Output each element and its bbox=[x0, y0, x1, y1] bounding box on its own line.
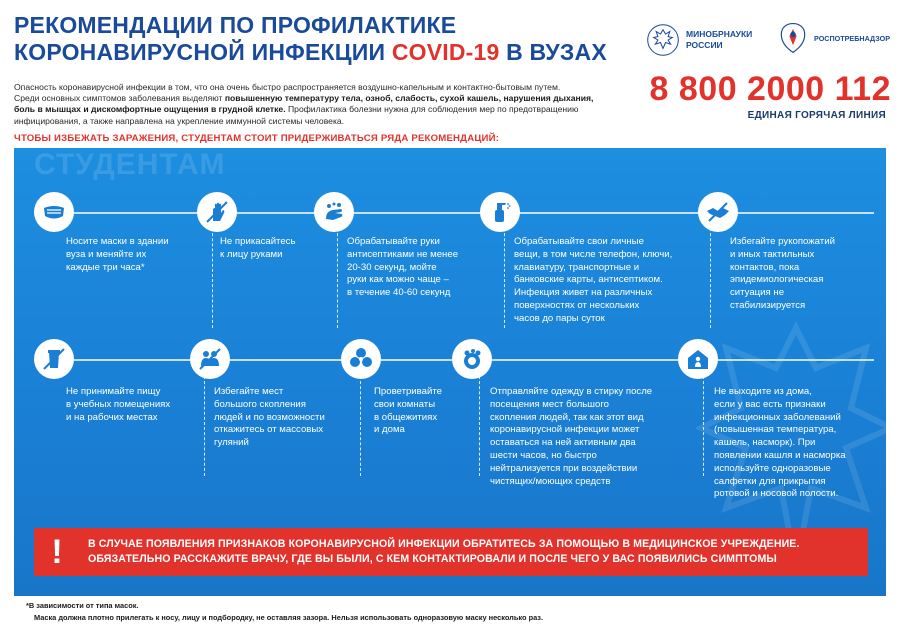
item-line: свои комнаты bbox=[374, 398, 436, 410]
item-line: часов до пары суток bbox=[514, 312, 605, 324]
row1-separator bbox=[212, 228, 213, 328]
item-line: и на рабочих местах bbox=[66, 411, 158, 423]
item-line: большого скопления bbox=[214, 398, 306, 410]
item-line: появлении кашля и насморка bbox=[714, 449, 846, 461]
item-line: коронавирусной инфекции может bbox=[490, 424, 640, 436]
item-line: в общежитиях bbox=[374, 411, 438, 423]
no-touch-face-icon bbox=[197, 192, 237, 232]
eagle-emblem-icon bbox=[646, 23, 680, 57]
recommendation-no-eating bbox=[66, 386, 202, 424]
rospotrebnadzor-logo bbox=[775, 16, 900, 60]
spray-bottle-icon bbox=[480, 192, 520, 232]
item-line: инфекционных заболеваний bbox=[714, 411, 841, 423]
panel-watermark: СТУДЕНТАМ bbox=[34, 148, 226, 181]
item-line: Обрабатывайте руки bbox=[347, 236, 440, 247]
intro-span: Среди основных симптомов заболевания выделяют bbox=[14, 93, 225, 104]
item-line: если у вас есть признаки bbox=[714, 398, 826, 410]
item-line: гуляний bbox=[214, 437, 249, 449]
title-part: КОРОНАВИРУСНОЙ ИНФЕКЦИИ bbox=[14, 39, 392, 65]
alert-line: В СЛУЧАЕ ПОЯВЛЕНИЯ ПРИЗНАКОВ КОРОНАВИРУСНОЙ ИНФЕКЦИИ ОБРАТИТЕСЬ ЗА ПОМОЩЬЮ В МЕДИЦИНСКОЕ УЧРЕЖДЕНИЕ. bbox=[88, 538, 800, 550]
title-covid: COVID-19 bbox=[391, 39, 500, 65]
recommendation-disinfect-items bbox=[514, 236, 704, 326]
recommendation-laundry bbox=[490, 386, 700, 488]
footnote-line: Маска должна плотно прилегать к носу, лицу и подбородку, не оставляя зазора. Нельзя использовать одноразовую маску несколько раз. bbox=[34, 613, 544, 622]
alert-line: ОБЯЗАТЕЛЬНО РАССКАЖИТЕ ВРАЧУ, ГДЕ ВЫ БЫЛИ, С КЕМ КОНТАКТИРОВАЛИ И ПОСЛЕ ЧЕГО У ВАС ПОЯВИЛИСЬ СИМПТОМЫ bbox=[88, 553, 777, 565]
item-line: Обрабатывайте свои личные bbox=[514, 236, 644, 247]
item-line: вуза и меняйте их bbox=[66, 248, 147, 260]
item-line: 20-30 секунд, мойте bbox=[347, 261, 437, 273]
row1-separator bbox=[337, 228, 338, 328]
row2-separator bbox=[479, 376, 480, 476]
item-line: каждые три часа* bbox=[66, 261, 145, 273]
item-line: Не выходите из дома, bbox=[714, 386, 812, 397]
item-line: Проветривайте bbox=[374, 386, 442, 397]
item-line: стабилизируется bbox=[730, 299, 806, 311]
recommendation-avoid-crowds bbox=[214, 386, 354, 450]
title-line-1: РЕКОМЕНДАЦИИ ПО ПРОФИЛАКТИКЕ bbox=[14, 12, 457, 38]
item-line: Не прикасайтесь bbox=[220, 236, 296, 247]
item-line: Избегайте мест bbox=[214, 386, 284, 397]
item-line: ротовой и носовой полости. bbox=[714, 488, 839, 500]
hotline-phone[interactable]: 8 800 2000 112 bbox=[649, 70, 891, 108]
item-line: вещи, в том числе телефон, ключи, bbox=[514, 248, 673, 260]
item-line: скопления людей, так как этот вид bbox=[490, 411, 644, 423]
row1-separator bbox=[504, 228, 505, 328]
item-line: антисептиками не менее bbox=[347, 248, 459, 260]
rospotreb-text: РОСПОТРЕБНАДЗОР bbox=[814, 33, 891, 43]
recommendation-ventilate bbox=[374, 386, 474, 437]
page-title bbox=[14, 12, 614, 66]
item-line: Избегайте рукопожатий bbox=[730, 236, 835, 247]
item-line: к лицу руками bbox=[220, 248, 283, 260]
item-line: банковские карты, антисептиком. bbox=[514, 274, 663, 286]
intro-span: Профилактика болезни нужна для соблюдения мер по предотвращению bbox=[285, 104, 579, 115]
exclamation-icon: ! bbox=[51, 532, 63, 571]
row1-separator bbox=[710, 228, 711, 328]
item-line: чистящих/моющих средств bbox=[490, 475, 611, 487]
item-line: ситуация не bbox=[730, 287, 785, 299]
title-line-2 bbox=[14, 39, 614, 66]
mask-icon bbox=[34, 192, 74, 232]
intro-line: инфицирования, а также направлена на укрепление иммунной системы человека. bbox=[14, 115, 345, 126]
item-line: оставаться на ней активным два bbox=[490, 437, 636, 449]
hotline-label: ЕДИНАЯ ГОРЯЧАЯ ЛИНИЯ bbox=[747, 110, 886, 121]
stay-home-icon bbox=[678, 339, 718, 379]
footnote bbox=[26, 600, 846, 624]
no-crowd-icon bbox=[190, 339, 230, 379]
recommendation-no-touch bbox=[220, 236, 330, 262]
item-line: людей и по возможности bbox=[214, 411, 325, 423]
recommendation-stay-home bbox=[714, 386, 879, 501]
hand-wash-icon bbox=[314, 192, 354, 232]
title-part: В ВУЗАХ bbox=[499, 39, 607, 65]
item-line: нейтрализуется при воздействии bbox=[490, 462, 638, 474]
intro-bold: боль в мышцах и дискомфортные ощущения в грудной клетке. bbox=[14, 104, 286, 115]
item-line: контактов, пока bbox=[730, 261, 800, 273]
item-line: Отправляйте одежду в стирку после bbox=[490, 386, 653, 397]
recommendation-masks bbox=[66, 236, 206, 274]
item-line: шести часов, но быстро bbox=[490, 449, 597, 461]
recommendation-no-handshake bbox=[730, 236, 880, 313]
intro-bold: повышенную температуру тела, озноб, слабость, сухой кашель, нарушения дыхания, bbox=[224, 93, 594, 104]
row2-separator bbox=[360, 376, 361, 476]
recommendations-heading: ЧТОБЫ ИЗБЕЖАТЬ ЗАРАЖЕНИЯ, СТУДЕНТАМ СТОИТ ПРИДЕРЖИВАТЬСЯ РЯДА РЕКОМЕНДАЦИЙ: bbox=[14, 133, 500, 144]
intro-line: Опасность коронавирусной инфекции в том, что она очень быстро распространяется воздушно-капельным и контактно-бытовым путем. bbox=[14, 82, 561, 92]
no-handshake-icon bbox=[698, 192, 738, 232]
item-line: посещения мест большого bbox=[490, 398, 609, 410]
item-line: поверхностях от нескольких bbox=[514, 299, 640, 311]
item-line: откажитесь от массовых bbox=[214, 424, 324, 436]
item-line: используйте одноразовые bbox=[714, 462, 831, 474]
intro-line bbox=[14, 104, 619, 115]
item-line: и иных тактильных bbox=[730, 248, 815, 260]
intro-text bbox=[14, 82, 619, 127]
item-line: эпидемиологическая bbox=[730, 274, 824, 286]
item-line: кашель, насморк). При bbox=[714, 437, 816, 449]
item-line: в течение 40-60 секунд bbox=[347, 287, 451, 299]
medical-alert-banner bbox=[34, 528, 868, 576]
row2-separator bbox=[204, 376, 205, 476]
recommendation-hand-wash bbox=[347, 236, 497, 300]
item-line: клавиатуру, транспортные и bbox=[514, 261, 640, 273]
row2-separator bbox=[703, 376, 704, 476]
footnote-line: *В зависимости от типа масок. bbox=[26, 601, 139, 610]
washing-icon bbox=[452, 339, 492, 379]
alert-message bbox=[88, 537, 800, 567]
item-line: Инфекция живет на различных bbox=[514, 287, 653, 299]
intro-line bbox=[14, 93, 619, 104]
fan-icon bbox=[341, 339, 381, 379]
minobrnauki-logo bbox=[646, 20, 786, 60]
item-line: (повышенная температура, bbox=[714, 424, 837, 436]
minobr-line: МИНОБРНАУКИ bbox=[686, 29, 753, 39]
minobr-line: РОССИИ bbox=[686, 40, 723, 50]
item-line: салфетки для прикрытия bbox=[714, 475, 826, 487]
item-line: Носите маски в здании bbox=[66, 236, 169, 247]
minobr-text bbox=[686, 29, 752, 51]
item-line: Не принимайте пищу bbox=[66, 386, 161, 397]
item-line: в учебных помещениях bbox=[66, 398, 171, 410]
rospotreb-emblem-icon bbox=[775, 20, 811, 56]
no-food-icon bbox=[34, 339, 74, 379]
item-line: и дома bbox=[374, 424, 405, 436]
row1-divider bbox=[34, 212, 874, 214]
item-line: руки как можно чаще – bbox=[347, 274, 449, 286]
